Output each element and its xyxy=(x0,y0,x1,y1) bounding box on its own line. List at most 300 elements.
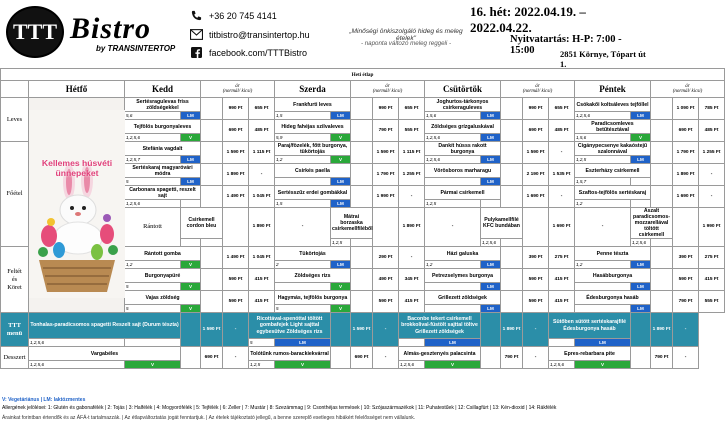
badge-text: V xyxy=(188,283,193,289)
price-normal xyxy=(351,313,373,347)
price-small xyxy=(425,208,481,247)
allergen-codes xyxy=(549,339,575,347)
price-small xyxy=(699,186,725,208)
slogan-sub: - naponta változó meleg reggeli - xyxy=(360,40,452,47)
price-text: 790 Ft xyxy=(654,354,669,360)
allergen-codes xyxy=(575,305,631,313)
price-normal xyxy=(223,120,249,142)
badge-text: V xyxy=(338,305,343,311)
diet-badge xyxy=(125,339,181,347)
category-leves xyxy=(1,98,29,142)
food-name xyxy=(275,164,351,178)
food-name xyxy=(575,269,651,283)
allergen-text: 1,5 xyxy=(276,112,283,118)
category-label: Köret xyxy=(7,283,22,291)
food-text: Rántott gomba xyxy=(144,250,181,257)
diet-badge-lm xyxy=(481,178,501,186)
price-text: 1 590 Ft xyxy=(202,326,221,332)
food-name xyxy=(481,208,523,239)
category-feltet xyxy=(1,247,29,313)
price-spacer xyxy=(673,208,699,247)
price-normal xyxy=(223,291,249,313)
allergen-codes xyxy=(425,156,481,164)
price-normal xyxy=(673,120,699,142)
allergen-text: 1,2,5,7 xyxy=(126,156,141,162)
allergen-codes xyxy=(425,200,481,208)
diet-legend: V: Vegetáriánus | LM: laktózmentes xyxy=(2,397,86,403)
food-name xyxy=(575,120,651,134)
price-text: 1 490 Ft xyxy=(226,254,245,260)
price-small xyxy=(549,120,575,142)
price-text: 485 Ft xyxy=(704,127,719,133)
food-name xyxy=(425,98,501,112)
badge-text: LM xyxy=(337,112,344,118)
allergen-codes xyxy=(275,178,331,186)
food-name xyxy=(275,186,351,200)
category-ttt xyxy=(1,313,29,347)
food-text: Paradicsomleves betűtésztával xyxy=(591,120,634,133)
price-text: 345 Ft xyxy=(404,276,419,282)
price-text: 1 045 Ft xyxy=(252,193,271,199)
price-spacer xyxy=(201,269,223,291)
diet-badge-v xyxy=(181,134,201,142)
allergen-codes xyxy=(275,200,331,208)
price-small xyxy=(249,186,275,208)
price-text: 1 045 Ft xyxy=(252,254,271,260)
allergen-codes xyxy=(125,112,181,120)
price-normal xyxy=(651,313,673,347)
day-label: Szerda xyxy=(299,84,326,94)
price-text: - xyxy=(534,354,537,360)
price-text: 990 Ft xyxy=(528,105,543,111)
allergen-text: 1,2,5 xyxy=(250,361,261,367)
price-label: ár xyxy=(235,84,240,89)
price-normal xyxy=(223,269,249,291)
price-small xyxy=(249,98,275,120)
food-text: Sertésragulevas friss zöldségekkel xyxy=(136,98,189,111)
price-normal xyxy=(673,186,699,208)
price-normal xyxy=(373,98,399,120)
price-text: 1 890 Ft xyxy=(226,171,245,177)
category-label: Feltét xyxy=(7,267,22,275)
price-normal xyxy=(549,208,575,247)
price-small xyxy=(523,347,549,369)
allergen-codes xyxy=(575,200,631,208)
price-text: 590 Ft xyxy=(528,298,543,304)
badge-text: LM xyxy=(637,261,644,267)
price-normal xyxy=(699,208,725,247)
allergen-text: 1,2,5,6 xyxy=(632,239,647,245)
food-name xyxy=(275,247,351,261)
food-text: Szaftos-tejfölös sertéskaraj xyxy=(578,189,647,196)
price-spacer xyxy=(651,269,673,291)
allergen-codes xyxy=(125,156,181,164)
day-label: Kedd xyxy=(151,84,173,94)
food-text: Mátrai borzaska csirkemellfiléből xyxy=(332,214,373,232)
price-text: 1 790 Ft xyxy=(376,171,395,177)
allergen-text: 5 xyxy=(126,178,129,184)
diet-badge-v xyxy=(181,305,201,313)
badge-text: LM xyxy=(487,134,494,140)
food-name xyxy=(575,247,651,261)
food-name xyxy=(575,186,651,200)
price-normal xyxy=(373,186,399,208)
price-spacer xyxy=(373,208,399,247)
price-normal xyxy=(673,164,699,186)
allergen-text: 1,5,6 xyxy=(576,134,587,140)
category-label: Főétel xyxy=(6,190,23,197)
price-label: ár xyxy=(685,84,690,89)
diet-badge-lm xyxy=(631,305,651,313)
price-small xyxy=(673,313,699,347)
brand-sub: by TRANSINTERTOP xyxy=(96,44,176,53)
price-text: 1 990 Ft xyxy=(702,224,721,229)
allergen-text: 5,9 xyxy=(276,134,283,140)
food-text: Édesburgonya hasáb xyxy=(586,294,639,301)
diet-badge-lm xyxy=(331,200,351,208)
food-text: Hagymás, tejfölös burgonya xyxy=(277,294,348,301)
price-text: 590 Ft xyxy=(228,298,243,304)
price-small xyxy=(249,269,275,291)
food-name xyxy=(125,142,201,156)
price-spacer xyxy=(651,291,673,313)
price-text: 1 990 Ft xyxy=(376,193,395,199)
day-monday xyxy=(29,81,125,98)
price-text: 590 Ft xyxy=(678,276,693,282)
price-text: 415 Ft xyxy=(704,276,719,282)
food-text: Epres-rebarbara pite xyxy=(564,350,615,357)
price-text: 275 Ft xyxy=(704,254,719,260)
price-text: 990 Ft xyxy=(228,105,243,111)
diet-badge xyxy=(201,239,223,247)
price-text: 390 Ft xyxy=(528,254,543,260)
price-text: 1 590 Ft xyxy=(376,149,395,155)
diet-badge xyxy=(631,178,651,186)
allergen-text: 1,2,5,6 xyxy=(550,361,565,367)
price-spacer xyxy=(501,142,523,164)
allergen-text: 1,2,5,6 xyxy=(426,156,441,162)
diet-badge-lm xyxy=(331,178,351,186)
price-spacer xyxy=(201,98,223,120)
diet-badge xyxy=(501,239,523,247)
price-text: - xyxy=(234,354,237,360)
food-name xyxy=(125,120,201,134)
caption-text: Heti étlap xyxy=(351,71,374,78)
day-header xyxy=(425,81,501,98)
allergen-codes xyxy=(399,361,425,369)
food-name xyxy=(125,291,201,305)
price-text: 2 190 Ft xyxy=(526,171,545,177)
allergen-codes xyxy=(575,112,631,120)
food-name xyxy=(575,291,651,305)
price-small xyxy=(699,120,725,142)
food-text: Tejfölös burgonyaleves xyxy=(133,123,192,130)
allergen-codes xyxy=(275,305,331,313)
diet-badge-lm xyxy=(331,112,351,120)
price-spacer xyxy=(651,186,673,208)
food-text: Almás-gesztenyés palacsinta xyxy=(403,350,476,357)
diet-badge-lm xyxy=(481,112,501,120)
allergen-codes xyxy=(275,156,331,164)
price-text: 590 Ft xyxy=(528,276,543,282)
diet-badge xyxy=(481,200,501,208)
food-name xyxy=(125,164,201,178)
food-text: Carbonara spagetti, reszelt sajt xyxy=(129,186,196,199)
price-text: 655 Ft xyxy=(554,105,569,111)
price-small xyxy=(673,347,699,369)
day-label: Csütörtök xyxy=(442,84,482,94)
diet-badge-v xyxy=(275,361,331,369)
food-name xyxy=(275,142,351,156)
price-spacer xyxy=(481,313,501,347)
allergen-codes xyxy=(631,239,651,247)
price-small xyxy=(399,142,425,164)
price-text: 390 Ft xyxy=(678,254,693,260)
menu-caption xyxy=(1,69,725,81)
header xyxy=(0,0,646,69)
price-spacer xyxy=(631,347,651,369)
price-small xyxy=(549,291,575,313)
allergen-text: 1,2,5,6 xyxy=(126,134,141,140)
category-label: és xyxy=(11,275,18,283)
allergen-codes xyxy=(331,239,351,247)
food-text: Stefánia vagdalt xyxy=(142,145,183,152)
food-text: Sertésszűz erdei gombákkal xyxy=(277,189,348,196)
price-text: 1 890 Ft xyxy=(252,224,271,229)
price-text: 790 Ft xyxy=(678,298,693,304)
allergen-text: 1,2,5,6 xyxy=(126,200,141,206)
food-name xyxy=(125,269,201,283)
price-text: 290 Ft xyxy=(378,254,393,260)
allergen-codes xyxy=(425,305,481,313)
phone-contact: +36 20 745 4141 xyxy=(190,10,277,21)
food-text: Zöldséges rizs xyxy=(294,272,331,279)
price-text: 1 090 Ft xyxy=(676,105,695,111)
category-foetel xyxy=(1,142,29,247)
price-small xyxy=(699,142,725,164)
diet-badge-v xyxy=(181,261,201,269)
price-small xyxy=(249,142,275,164)
price-spacer xyxy=(181,347,201,369)
diet-badge-lm xyxy=(275,339,331,347)
food-name xyxy=(125,186,201,200)
price-text: - xyxy=(684,354,687,360)
price-sub-label: (normál/ kicsi) xyxy=(372,89,403,94)
badge-text: LM xyxy=(187,112,194,118)
price-text: 655 Ft xyxy=(404,105,419,111)
category-label: Desszert xyxy=(3,353,26,361)
food-text: Petrezselymes burgonya xyxy=(431,272,494,279)
price-text: 415 Ft xyxy=(404,298,419,304)
price-text: 790 Ft xyxy=(504,354,519,360)
price-spacer xyxy=(651,142,673,164)
price-text: 990 Ft xyxy=(378,105,393,111)
footer-note: Árainkat forintban értendők és az ÁFÁ-t tartalmazzák. | Az étlapváltoztatás jogát fenntartjuk. | Az ételek tájékoztató jellegű, a benne szereplő esetleges hibákért felelősséget nem vállalunk. xyxy=(2,415,416,421)
price-text: 1 590 Ft xyxy=(226,149,245,155)
food-name xyxy=(275,291,351,305)
food-text: Sertéskaraj magyaróvári módra xyxy=(132,164,193,177)
allergen-codes xyxy=(275,112,331,120)
price-small xyxy=(523,313,549,347)
price-text: - xyxy=(710,171,713,177)
price-normal xyxy=(223,98,249,120)
diet-badge-v xyxy=(331,156,351,164)
price-spacer xyxy=(201,186,223,208)
badge-text: LM xyxy=(487,156,494,162)
allergen-text: 1,5,6 xyxy=(426,112,437,118)
price-normal xyxy=(399,208,425,247)
allergen-codes xyxy=(29,339,125,347)
allergen-text: 5 xyxy=(250,339,253,345)
price-text: - xyxy=(601,224,604,229)
price-spacer xyxy=(651,120,673,142)
food-text: Vörösboros marharagu xyxy=(433,167,492,174)
allergen-codes xyxy=(249,361,275,369)
allergen-codes xyxy=(125,283,181,291)
price-small xyxy=(549,142,575,164)
allergen-codes xyxy=(29,361,125,369)
badge-text: LM xyxy=(299,339,306,345)
allergen-text: 5 xyxy=(276,305,279,311)
food-text: Zöldséges grízgaluskával xyxy=(431,123,494,130)
food-name xyxy=(575,142,651,156)
category-label: Rántott xyxy=(143,223,162,230)
food-text: Csirkemell cordon bleu xyxy=(186,217,217,229)
price-normal xyxy=(673,142,699,164)
price-text: 555 Ft xyxy=(704,298,719,304)
price-text: - xyxy=(451,224,454,229)
badge-text: V xyxy=(188,305,193,311)
food-text: Pulykamellfilé KFC bundában xyxy=(483,217,520,229)
price-text: - xyxy=(410,193,413,199)
price-text: 415 Ft xyxy=(554,276,569,282)
weekly-menu-table xyxy=(0,68,725,369)
allergen-text: 1,2 xyxy=(126,261,133,267)
diet-badge xyxy=(351,239,373,247)
allergen-text: 2 xyxy=(276,261,279,267)
badge-text: LM xyxy=(337,200,344,206)
price-label: ár xyxy=(535,84,540,89)
price-spacer xyxy=(223,208,249,247)
price-small xyxy=(223,347,249,369)
day-label: Hétfő xyxy=(65,84,88,94)
allergen-text: 1,2,5,6 xyxy=(30,361,45,367)
allergen-text: 1,2,5 xyxy=(332,239,343,245)
allergen-text: 1,5,7 xyxy=(576,178,587,184)
price-text: - xyxy=(710,193,713,199)
allergen-codes xyxy=(275,134,331,142)
food-text: Tükörtojás xyxy=(299,250,326,257)
allergen-text: 1,5 xyxy=(276,200,283,206)
email-contact[interactable]: titbistro@transintertop.hu xyxy=(190,29,310,40)
badge-text: LM xyxy=(487,112,494,118)
allergen-text: 1,2,5,6 xyxy=(576,112,591,118)
price-normal xyxy=(223,247,249,269)
price-small xyxy=(249,164,275,186)
price-normal xyxy=(523,120,549,142)
price-text: 1 255 Ft xyxy=(702,149,721,155)
price-normal xyxy=(523,291,549,313)
food-text: Frankfurti leves xyxy=(293,101,332,108)
price-text: 490 Ft xyxy=(378,276,393,282)
category-label: TTT xyxy=(8,321,21,329)
diet-badge-v xyxy=(331,283,351,291)
price-spacer xyxy=(501,186,523,208)
price-text: 590 Ft xyxy=(378,298,393,304)
price-spacer xyxy=(331,313,351,347)
day-label: Péntek xyxy=(599,84,626,94)
price-header xyxy=(651,81,725,98)
price-normal xyxy=(373,269,399,291)
diet-badge-lm xyxy=(425,339,481,347)
diet-badge xyxy=(181,200,201,208)
price-text: 1 590 Ft xyxy=(352,326,371,332)
allergen-codes xyxy=(399,339,425,347)
price-small xyxy=(399,164,425,186)
badge-text: V xyxy=(338,134,343,140)
price-spacer xyxy=(501,269,523,291)
price-normal xyxy=(373,291,399,313)
food-name xyxy=(631,208,673,239)
price-spacer xyxy=(351,98,373,120)
food-name xyxy=(549,347,631,361)
food-name xyxy=(425,247,501,261)
food-name xyxy=(425,120,501,134)
price-normal xyxy=(523,269,549,291)
food-name xyxy=(249,313,331,339)
food-name xyxy=(125,247,201,261)
diet-badge-v xyxy=(425,361,481,369)
facebook-contact[interactable]: facebook.com/TTTBistro xyxy=(190,47,307,58)
price-text: 590 Ft xyxy=(228,276,243,282)
badge-text: LM xyxy=(187,178,194,184)
allergen-text: 1,2 xyxy=(576,261,583,267)
allergen-codes xyxy=(425,134,481,142)
price-spacer xyxy=(351,120,373,142)
price-small xyxy=(399,291,425,313)
badge-text: LM xyxy=(487,178,494,184)
price-text: - xyxy=(301,224,304,229)
allergen-codes xyxy=(481,239,501,247)
allergen-codes xyxy=(575,283,631,291)
allergen-codes xyxy=(249,339,275,347)
badge-text: LM xyxy=(449,339,456,345)
price-text: - xyxy=(384,354,387,360)
price-spacer xyxy=(201,164,223,186)
category-label: menü xyxy=(6,329,23,337)
diet-badge-lm xyxy=(631,261,651,269)
food-name xyxy=(29,313,181,339)
allergen-text: 1,2,5,6 xyxy=(400,361,415,367)
week-dates: 16. hét: 2022.04.19. – 2022.04.22. xyxy=(470,4,586,35)
price-small xyxy=(549,247,575,269)
day-header xyxy=(275,81,351,98)
allergen-codes xyxy=(575,178,631,186)
allergen-text: 5 xyxy=(126,305,129,311)
diet-badge-lm xyxy=(481,134,501,142)
food-text: Tolótűnk rumos-barackiekvárral xyxy=(250,350,329,357)
food-text: Ricottával-spenóttal töltött gombafejek Light sajttal egybesütve Zöldséges rizs xyxy=(256,315,323,335)
badge-text: LM xyxy=(637,305,644,311)
diet-badge-lm xyxy=(631,283,651,291)
price-normal xyxy=(673,269,699,291)
price-text: 1 890 Ft xyxy=(676,171,695,177)
price-small xyxy=(399,120,425,142)
price-normal xyxy=(673,247,699,269)
price-text: 1 115 Ft xyxy=(252,149,271,155)
corner-cell xyxy=(1,81,29,98)
allergen-text: 1,2,5,6 xyxy=(30,339,45,345)
